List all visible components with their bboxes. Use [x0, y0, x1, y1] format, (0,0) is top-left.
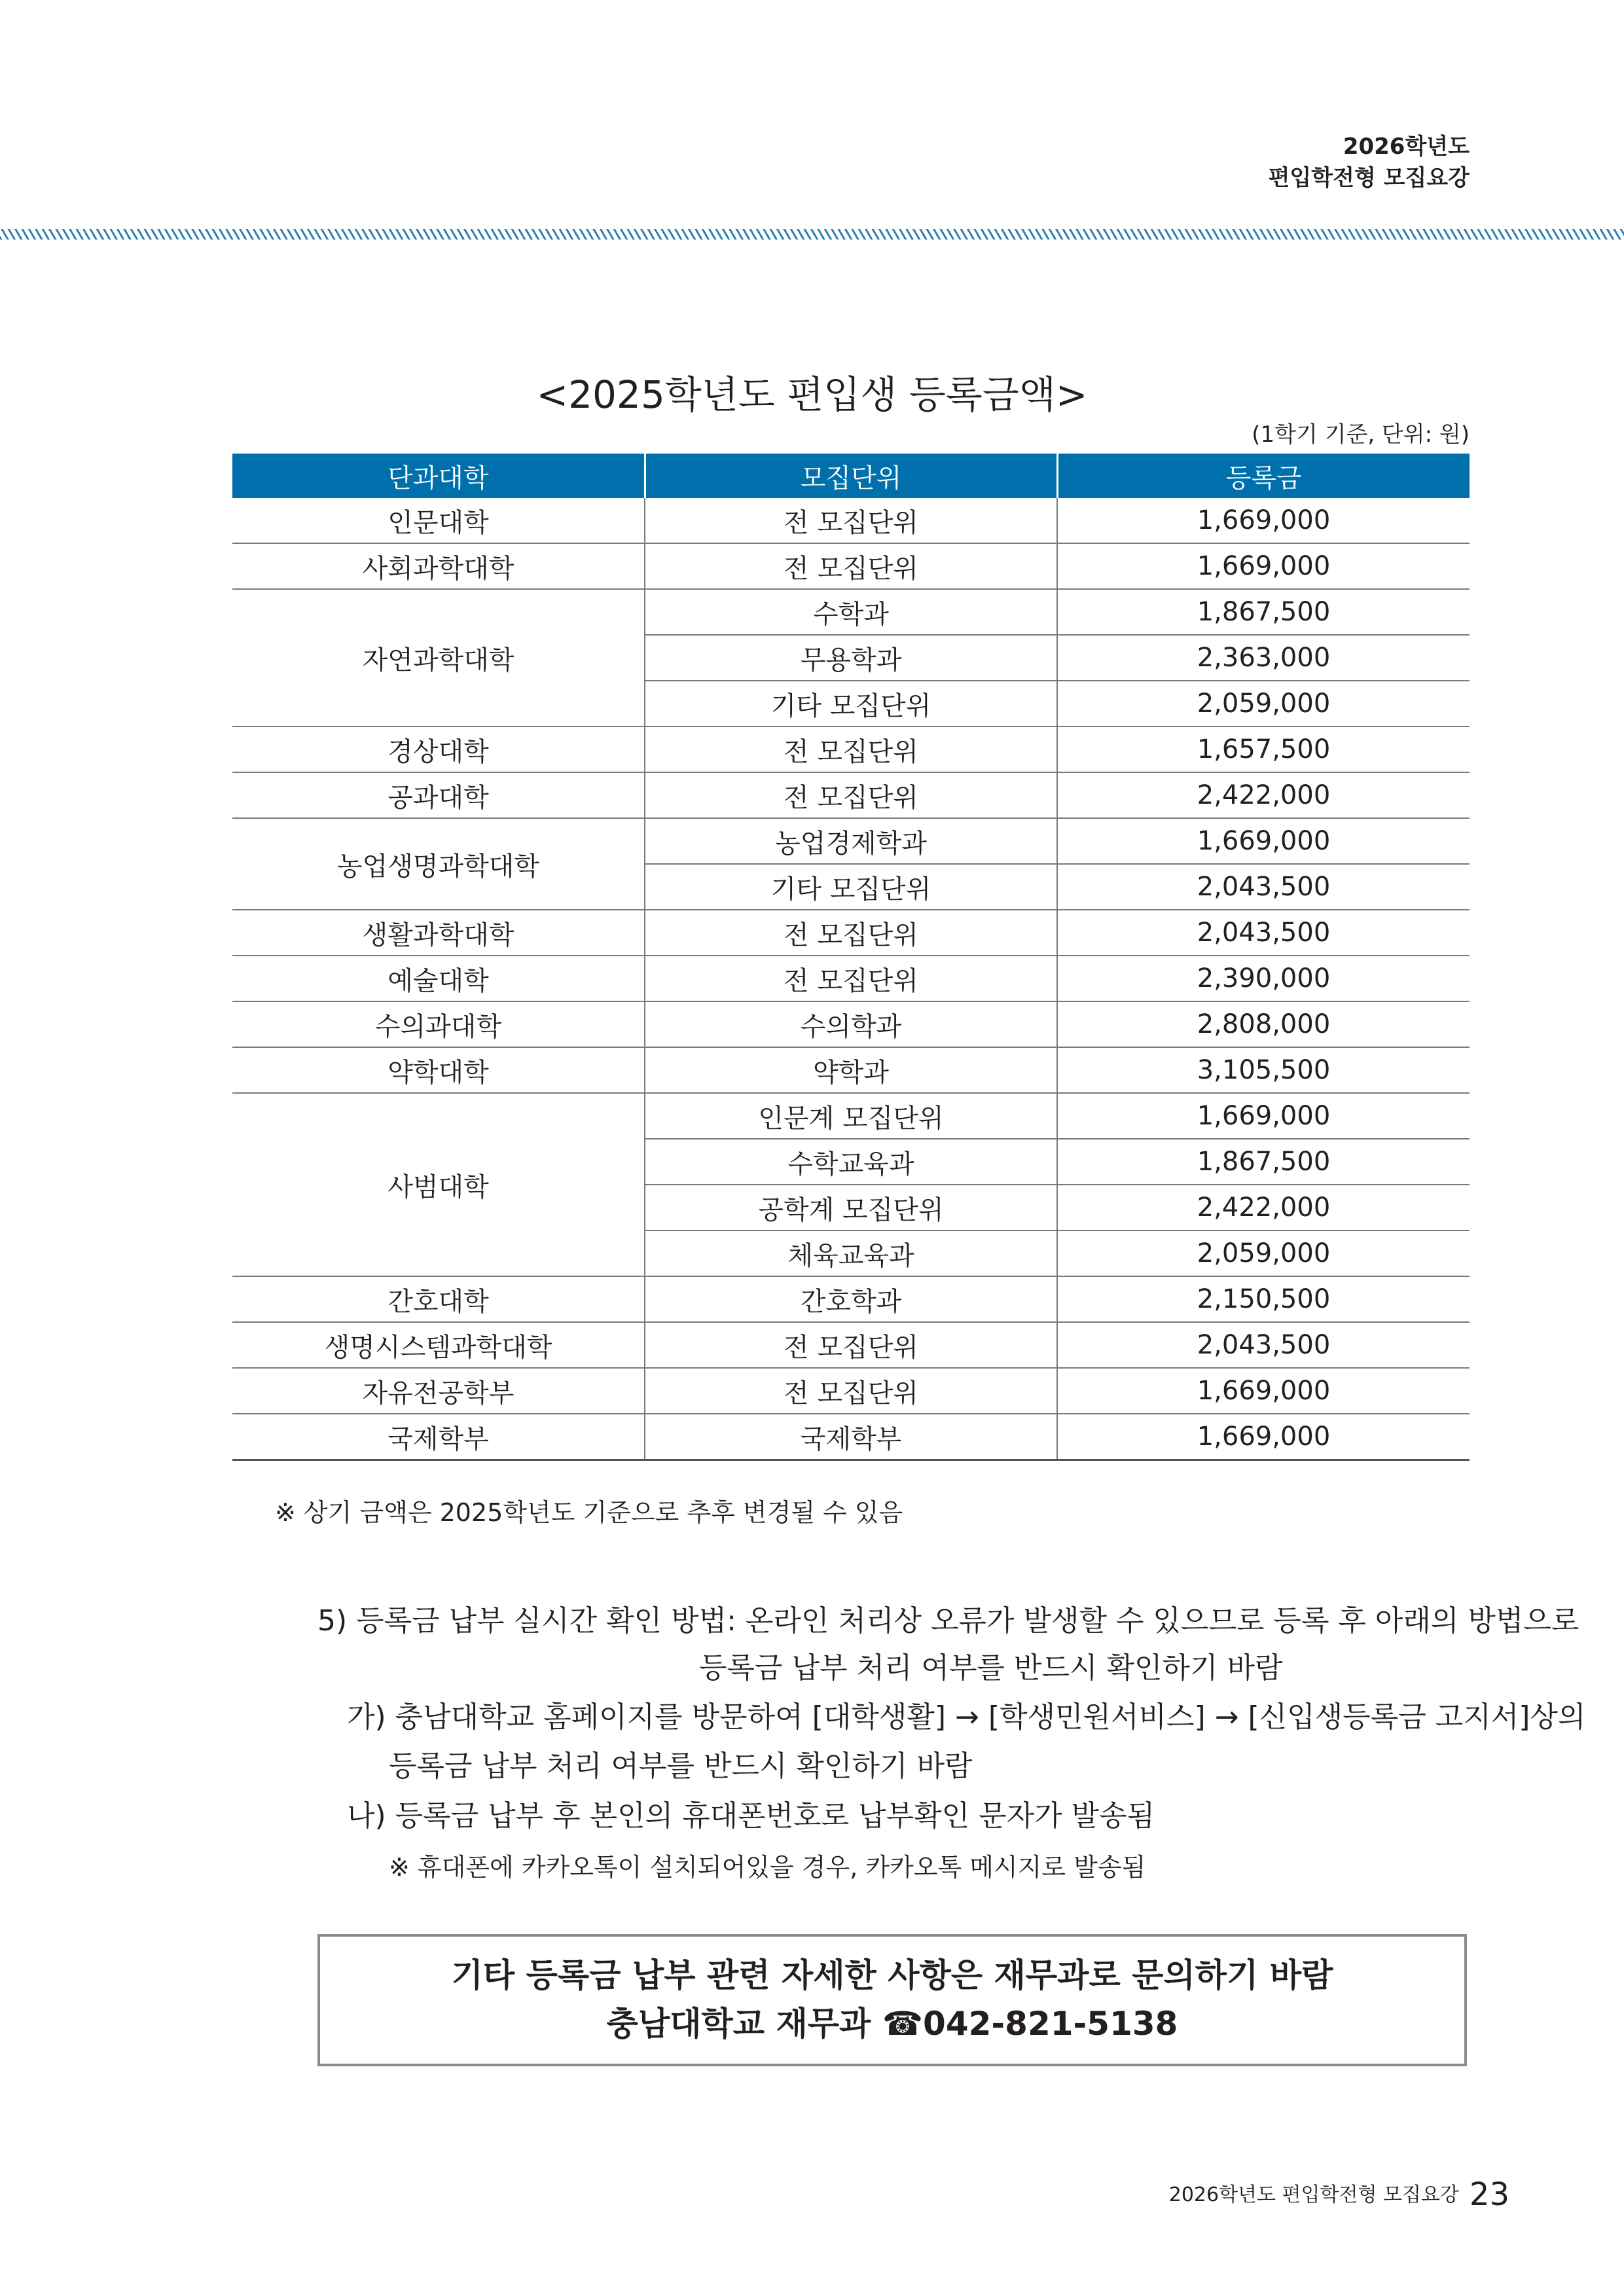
unit-cell: 수의학과 — [645, 1001, 1057, 1047]
unit-cell: 전 모집단위 — [645, 1368, 1057, 1414]
college-cell: 농업생명과학대학 — [232, 818, 645, 910]
contact-line2: 충남대학교 재무과 ☎042-821-5138 — [606, 2005, 1178, 2043]
table-row — [232, 772, 1470, 818]
unit-cell: 전 모집단위 — [645, 1322, 1057, 1368]
table-row — [232, 1047, 1470, 1093]
table-row — [232, 910, 1470, 956]
unit-cell: 기타 모집단위 — [645, 681, 1057, 726]
unit-cell: 전 모집단위 — [645, 543, 1057, 589]
fee-cell: 1,669,000 — [1057, 498, 1470, 543]
table-row — [232, 589, 1470, 635]
amount-change-note: ※ 상기 금액은 2025학년도 기준으로 추후 변경될 수 있음 — [275, 1498, 903, 1527]
column-header-fee: 등록금 — [1057, 454, 1470, 498]
fee-cell: 2,059,000 — [1057, 681, 1470, 726]
unit-cell: 체육교육과 — [645, 1230, 1057, 1276]
item-na: 나) 등록금 납부 후 본인의 휴대폰번호로 납부확인 문자가 발송됨 — [347, 1799, 1155, 1833]
fee-cell: 1,867,500 — [1057, 589, 1470, 635]
page-number: 23 — [1469, 2176, 1509, 2213]
unit-cell: 전 모집단위 — [645, 956, 1057, 1001]
table-title: <2025학년도 편입생 등록금액> — [536, 372, 1088, 417]
college-cell: 생활과학대학 — [232, 910, 645, 956]
unit-cell: 공학계 모집단위 — [645, 1185, 1057, 1230]
unit-cell: 전 모집단위 — [645, 726, 1057, 772]
table-row — [232, 1368, 1470, 1414]
fee-cell: 2,059,000 — [1057, 1230, 1470, 1276]
table-row — [232, 1414, 1470, 1460]
fee-cell: 2,422,000 — [1057, 1185, 1470, 1230]
table-row — [232, 956, 1470, 1001]
fee-cell: 2,808,000 — [1057, 1001, 1470, 1047]
fee-cell: 2,043,500 — [1057, 864, 1470, 910]
unit-cell: 무용학과 — [645, 635, 1057, 681]
item5-line2: 등록금 납부 처리 여부를 반드시 확인하기 바람 — [699, 1651, 1283, 1685]
college-cell: 예술대학 — [232, 956, 645, 1001]
fee-cell: 3,105,500 — [1057, 1047, 1470, 1093]
college-cell: 자유전공학부 — [232, 1368, 645, 1414]
kakao-note: ※ 휴대폰에 카카오톡이 설치되어있을 경우, 카카오톡 메시지로 발송됨 — [389, 1853, 1146, 1882]
college-cell: 사회과학대학 — [232, 543, 645, 589]
table-row — [232, 1276, 1470, 1322]
unit-cell: 전 모집단위 — [645, 772, 1057, 818]
table-row — [232, 726, 1470, 772]
unit-cell: 인문계 모집단위 — [645, 1093, 1057, 1139]
unit-cell: 약학과 — [645, 1047, 1057, 1093]
tuition-table — [232, 454, 1470, 1461]
fee-cell: 1,669,000 — [1057, 1414, 1470, 1460]
item5-line1: 5) 등록금 납부 실시간 확인 방법: 온라인 처리상 오류가 발생할 수 있으므로 등록 후 아래의 방법으로 — [317, 1604, 1579, 1638]
unit-cell: 국제학부 — [645, 1414, 1057, 1460]
fee-cell: 1,669,000 — [1057, 543, 1470, 589]
fee-cell: 2,150,500 — [1057, 1276, 1470, 1322]
header-stripe-divider — [0, 229, 1624, 240]
column-header-college: 단과대학 — [232, 454, 645, 498]
unit-cell: 전 모집단위 — [645, 498, 1057, 543]
fee-cell: 2,422,000 — [1057, 772, 1470, 818]
college-cell: 간호대학 — [232, 1276, 645, 1322]
college-cell: 공과대학 — [232, 772, 645, 818]
table-row — [232, 1322, 1470, 1368]
page-footer — [1169, 2176, 1509, 2213]
table-row — [232, 1093, 1470, 1139]
footer-doc-title: 2026학년도 편입학전형 모집요강 — [1168, 2183, 1459, 2206]
fee-cell: 1,669,000 — [1057, 818, 1470, 864]
fee-cell: 1,669,000 — [1057, 1093, 1470, 1139]
column-header-unit: 모집단위 — [645, 454, 1057, 498]
college-cell: 자연과학대학 — [232, 589, 645, 726]
unit-cell: 간호학과 — [645, 1276, 1057, 1322]
header-year: 2026학년도 — [1343, 134, 1470, 160]
fee-cell: 1,867,500 — [1057, 1139, 1470, 1185]
fee-cell: 1,657,500 — [1057, 726, 1470, 772]
college-cell: 사범대학 — [232, 1093, 645, 1276]
table-row — [232, 498, 1470, 543]
fee-cell: 2,363,000 — [1057, 635, 1470, 681]
header-doc-title: 편입학전형 모집요강 — [1268, 165, 1470, 191]
unit-cell: 수학과 — [645, 589, 1057, 635]
running-header — [1269, 131, 1470, 194]
table-unit-note: (1학기 기준, 단위: 원) — [1252, 422, 1470, 448]
table-row — [232, 1001, 1470, 1047]
item-ga-line2: 등록금 납부 처리 여부를 반드시 확인하기 바람 — [389, 1749, 973, 1783]
unit-cell: 수학교육과 — [645, 1139, 1057, 1185]
fee-cell: 2,390,000 — [1057, 956, 1470, 1001]
contact-line1: 기타 등록금 납부 관련 자세한 사항은 재무과로 문의하기 바람 — [451, 1956, 1333, 1994]
college-cell: 약학대학 — [232, 1047, 645, 1093]
contact-box — [317, 1934, 1467, 2066]
fee-cell: 2,043,500 — [1057, 1322, 1470, 1368]
unit-cell: 기타 모집단위 — [645, 864, 1057, 910]
college-cell: 인문대학 — [232, 498, 645, 543]
fee-cell: 1,669,000 — [1057, 1368, 1470, 1414]
college-cell: 생명시스템과학대학 — [232, 1322, 645, 1368]
table-row — [232, 543, 1470, 589]
college-cell: 수의과대학 — [232, 1001, 645, 1047]
fee-cell: 2,043,500 — [1057, 910, 1470, 956]
college-cell: 국제학부 — [232, 1414, 645, 1460]
table-row — [232, 818, 1470, 864]
table-header-row — [232, 454, 1470, 498]
item-ga-line1: 가) 충남대학교 홈페이지를 방문하여 [대학생활] → [학생민원서비스] → [신입생등록금 고지서]상의 — [347, 1700, 1586, 1734]
unit-cell: 전 모집단위 — [645, 910, 1057, 956]
college-cell: 경상대학 — [232, 726, 645, 772]
unit-cell: 농업경제학과 — [645, 818, 1057, 864]
